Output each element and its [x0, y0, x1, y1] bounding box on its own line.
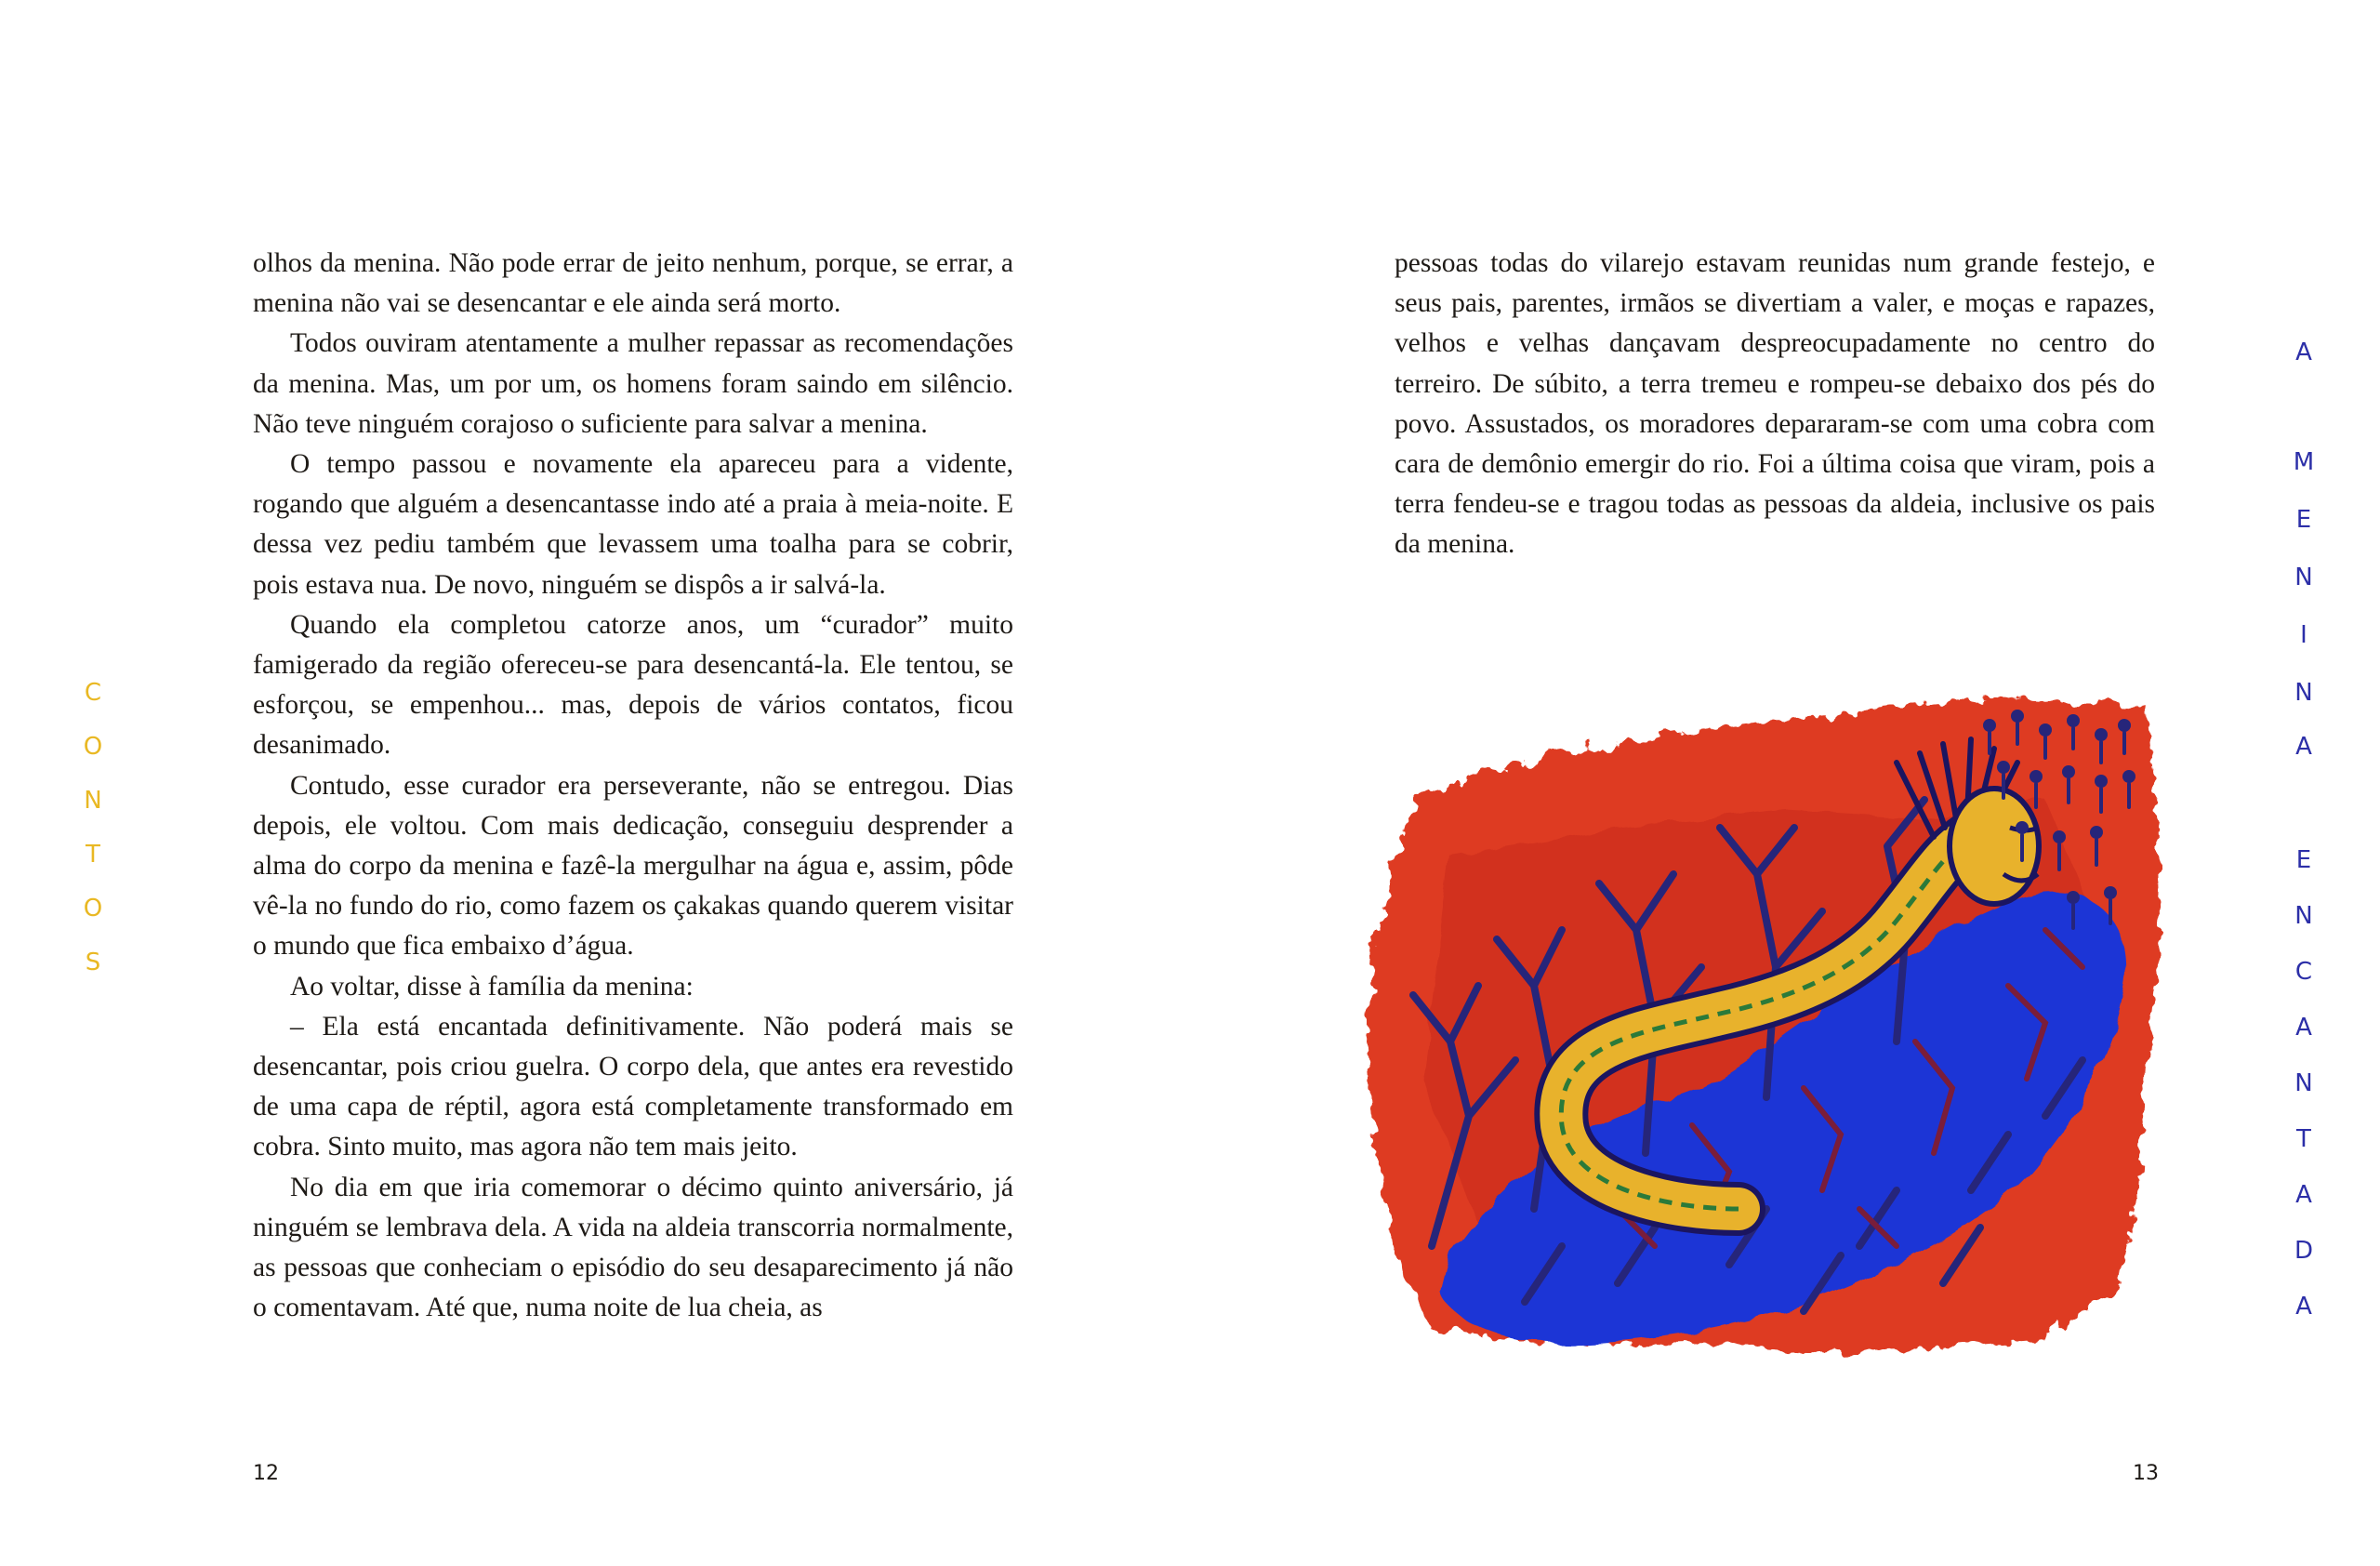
paragraph: – Ela está encantada definitivamente. Não poderá mais se desencantar, pois criou guelra. O corpo dela, que antes era revestido de uma capa de réptil, agora está completamente transformado em cobra. Sinto muito, mas agora não tem mais jeito. [253, 1011, 1013, 1162]
running-head-letter: N [2294, 902, 2313, 930]
page-number-left: 12 [253, 1462, 279, 1485]
running-head-letter: E [2295, 846, 2312, 874]
paragraph: pessoas todas do vilarejo estavam reunidas num grande festejo, e seus pais, parentes, irmãos se divertiam a valer, e moças e rapazes, velhos e velhas dançavam despreocupadamente no centro do terreiro. De súbito, a terra tremeu e rompeu-se debaixo dos pés do povo. Assustados, os moradores depararam-se com uma cobra com cara de demônio emergir do rio. Foi a última coisa que viram, pois a terra fendeu-se e tragou todas as pessoas da aldeia, inclusive os pais da menina. [1395, 248, 2155, 560]
paragraph: No dia em que iria comemorar o décimo quinto aniversário, já ninguém se lembrava dela. A vida na aldeia transcorria normalmente, as pessoas que conheciam o episódio do seu desaparecimento já não o comentavam. Até que, numa noite de lua cheia, as [253, 1172, 1013, 1323]
paragraph: olhos da menina. Não pode errar de jeito nenhum, porque, se errar, a menina não vai se desencantar e ele ainda será morto. [253, 248, 1013, 319]
running-head-letter: N [2294, 1069, 2313, 1097]
running-head-letter: N [84, 787, 102, 815]
running-head-letter: O [83, 733, 103, 761]
running-head-letter: M [2293, 448, 2315, 476]
running-head-letter: C [84, 679, 102, 707]
paragraph: O tempo passou e novamente ela apareceu para a vidente, rogando que alguém a desencantasse indo até a praia à meia-noite. E dessa vez pediu também que levassem uma toalha para se cobrir, pois estava nua. De novo, ninguém se dispôs a ir salvá-la. [253, 449, 1013, 600]
running-head-letter: A [2295, 1181, 2312, 1209]
paragraph: Quando ela completou catorze anos, um “curador” muito famigerado da região ofereceu-se para desencantá-la. Ele tentou, se esforçou, se empenhou... mas, depois de vários contatos, ficou desanimado. [253, 609, 1013, 761]
serpent-illustration [1339, 688, 2175, 1358]
paragraph: Contudo, esse curador era perseverante, não se entregou. Dias depois, ele voltou. Com mais dedicação, conseguiu desprender a alma do corpo da menina e fazê-la mergulhar na água e, assim, pôde vê-la no fundo do rio, como fazem os çakakas quando querem visitar o mundo que fica embaixo d’água. [253, 770, 1013, 962]
paragraph: Todos ouviram atentamente a mulher repassar as recomendações da menina. Mas, um por um, os homens foram saindo em silêncio. Não teve ninguém corajoso o suficiente para salvar a menina. [253, 328, 1013, 439]
running-head-letter: A [2295, 1293, 2312, 1320]
running-head-letter: O [83, 895, 103, 922]
running-head-letter: N [2294, 679, 2313, 707]
running-head-letter: E [2295, 506, 2312, 534]
running-head-letter: T [86, 841, 100, 869]
running-head-letter: A [2295, 1014, 2312, 1042]
running-head-letter: A [2295, 338, 2312, 366]
running-head-letter: C [2294, 958, 2313, 986]
running-head-letter: D [2294, 1237, 2314, 1265]
right-page-text [1395, 244, 2155, 565]
left-page-text [253, 244, 1013, 1328]
running-head-letter: T [2296, 1125, 2311, 1153]
page-number-right: 13 [2133, 1462, 2159, 1485]
running-head-letter: N [2294, 564, 2313, 591]
running-head-letter: I [2300, 621, 2307, 649]
running-head-letter: A [2295, 733, 2312, 761]
paragraph: Ao voltar, disse à família da menina: [290, 971, 694, 1002]
running-head-letter: S [85, 949, 101, 976]
